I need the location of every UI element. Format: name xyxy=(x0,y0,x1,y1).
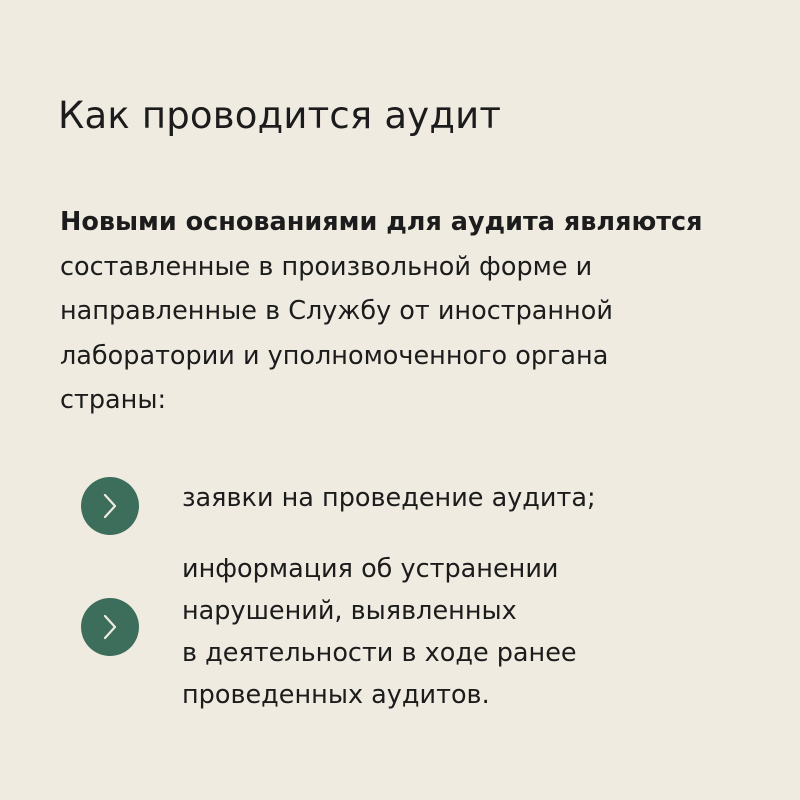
chevron-right-icon xyxy=(81,477,139,535)
bullet-line: информация об устранении xyxy=(182,554,559,584)
bullet-text xyxy=(182,548,742,716)
intro-line: составленные в произвольной форме и xyxy=(60,251,593,282)
page-title: Как проводится аудит xyxy=(58,94,502,137)
bullet-line: проведенных аудитов. xyxy=(182,680,490,710)
bullet-line: нарушений, выявленных xyxy=(182,596,517,626)
intro-line: направленные в Службу от иностранной xyxy=(60,296,613,326)
bullet-text xyxy=(182,477,742,519)
bullet-line: в деятельности в ходе ранее xyxy=(182,638,577,668)
chevron-right-icon xyxy=(81,598,139,656)
intro-paragraph xyxy=(60,200,750,423)
bullet-line: заявки на проведение аудита; xyxy=(182,483,596,513)
intro-line: страны: xyxy=(60,385,167,415)
intro-lead: Новыми основаниями для аудита являются xyxy=(60,207,703,237)
intro-line: лаборатории и уполномоченного органа xyxy=(60,340,609,371)
